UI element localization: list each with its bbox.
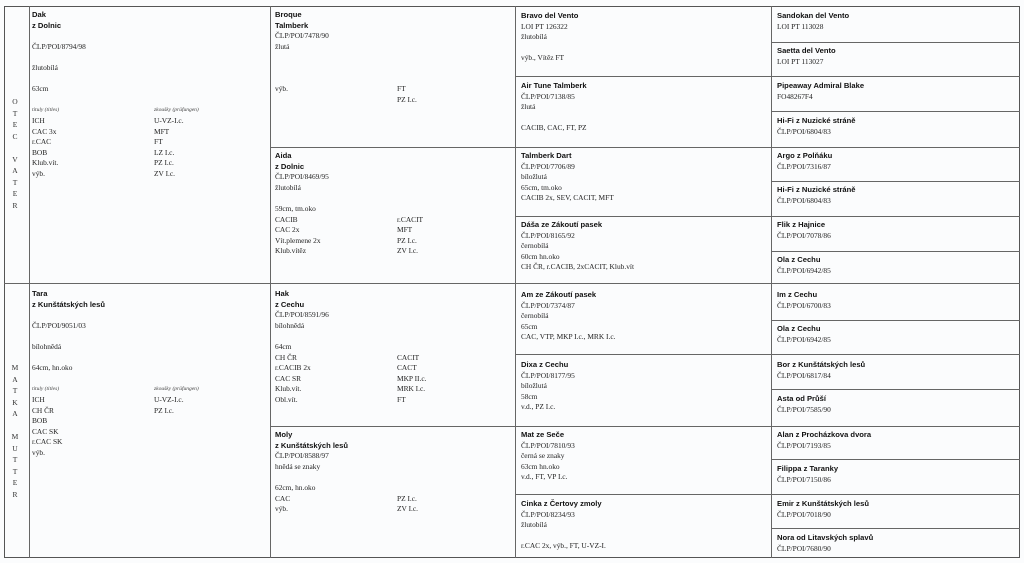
ancestor-registration: ČLP/POI/6942/85 — [777, 334, 831, 344]
ancestor-detail: ČLP/POI/7706/89 — [521, 161, 575, 171]
divider — [270, 426, 1020, 427]
ancestor-detail: CACIB 2x, SEV, CACIT, MFT — [521, 193, 614, 203]
ancestor-name: Am ze Zákoutí pasek — [521, 290, 597, 299]
divider — [771, 320, 1020, 321]
ancestor-detail: výb., Vítěz FT — [521, 53, 564, 63]
title-value: CAC SR — [275, 373, 302, 383]
title-value: výb. — [275, 84, 288, 94]
ancestor-registration: FO48267F4 — [777, 91, 813, 101]
title-row — [275, 363, 513, 374]
ancestor-cell — [777, 290, 1017, 311]
divider — [515, 216, 1020, 217]
ancestor-cell — [777, 499, 1017, 520]
ancestor-cell — [777, 394, 1017, 415]
ancestor-color: žlutobílá — [275, 182, 301, 192]
divider — [270, 6, 271, 558]
title-value: CAC — [275, 493, 291, 503]
title-row — [32, 158, 267, 169]
ancestor-cell — [777, 11, 1017, 32]
title-value: CAC 2x — [275, 225, 300, 235]
ancestor-detail: 58cm — [521, 391, 538, 401]
divider — [771, 111, 1020, 112]
exam-value: ZV I.c. — [154, 168, 176, 178]
exam-value: PZ I.c. — [154, 405, 174, 415]
ancestor-detail: černobílá — [521, 311, 549, 321]
exam-value: CACIT — [397, 352, 420, 362]
divider — [270, 147, 1020, 148]
ancestor-registration: ČLP/POI/7680/90 — [777, 543, 831, 553]
ancestor-cell — [777, 324, 1017, 345]
ancestor-detail: LOI PT 126322 — [521, 21, 568, 31]
sire-height: 63cm — [32, 84, 49, 94]
ancestor-registration: ČLP/POI/7316/87 — [777, 161, 831, 171]
dam-sire-cell — [275, 289, 513, 406]
ancestor-detail: ČLP/POI/8165/92 — [521, 230, 575, 240]
ancestor-titles — [275, 215, 513, 257]
sire-dam-cell — [275, 151, 513, 257]
ancestor-name: Sandokan del Vento — [777, 11, 850, 20]
ancestor-registration: ČLP/POI/7193/85 — [777, 440, 831, 450]
exam-value: ZV I.c. — [397, 246, 419, 256]
ancestor-cell — [777, 360, 1017, 381]
ancestor-cell — [777, 464, 1017, 485]
ancestor-registration: ČLP/POI/6804/83 — [777, 126, 831, 136]
ancestor-registration: ČLP/POI/8591/96 — [275, 310, 329, 320]
ancestor-kennel: z Dolnic — [275, 161, 305, 171]
title-row — [32, 137, 267, 148]
ancestor-detail — [521, 43, 767, 54]
ancestor-name: Air Tune Talmberk — [521, 81, 587, 90]
titles-label: tituly (titles) — [32, 386, 60, 393]
exam-value: U-VZ-I.c. — [154, 115, 184, 125]
ancestor-detail: bíložlutá — [521, 381, 547, 391]
sire-registration: ČLP/POI/8794/98 — [32, 41, 86, 51]
ancestor-detail: ČLP/POI/7138/85 — [521, 91, 575, 101]
title-value — [275, 95, 397, 106]
ancestor-registration: LOI PT 113028 — [777, 21, 824, 31]
divider — [515, 354, 1020, 355]
divider — [771, 181, 1020, 182]
title-value: BOB — [32, 416, 48, 426]
title-value: r.CAC SK — [32, 437, 63, 447]
ancestor-detail: CAC, VTP, MKP I.c., MRK I.c. — [521, 332, 616, 342]
ancestor-name: Broque — [275, 10, 302, 19]
dam-color: bílohnědá — [32, 341, 62, 351]
ancestor-name: Alan z Procházkova dvora — [777, 430, 872, 439]
sire-sire-cell — [275, 10, 513, 105]
exam-value: FT — [397, 394, 406, 404]
title-value: CH ČR — [32, 405, 54, 415]
ancestor-registration: ČLP/POI/6817/84 — [777, 370, 831, 380]
dam-side-label: M A T K A M U T T E R — [11, 363, 19, 499]
ancestor-detail: ČLP/POI/8234/93 — [521, 509, 575, 519]
ancestor-name: Talmberk Dart — [521, 151, 572, 160]
ancestor-height: 59cm, tm.oko — [275, 203, 316, 213]
exam-value: MFT — [154, 126, 170, 136]
exam-value: U-VZ-I.c. — [154, 394, 184, 404]
ancestor-detail: CH ČR, r.CACIB, 2xCACIT, Klub.vít — [521, 262, 634, 272]
divider — [515, 494, 1020, 495]
ancestor-cell — [521, 151, 767, 204]
title-value: CH ČR — [275, 352, 297, 362]
title-row — [32, 448, 267, 459]
ancestor-height: 62cm, hn.oko — [275, 482, 316, 492]
title-row — [32, 427, 267, 438]
ancestor-name: Saetta del Vento — [777, 46, 836, 55]
ancestor-name: Bravo del Vento — [521, 11, 579, 20]
divider — [4, 283, 1020, 284]
exam-value: PZ I.c. — [397, 235, 417, 245]
ancestor-cell — [777, 255, 1017, 276]
ancestor-detail: černá se znaky — [521, 451, 565, 461]
ancestor-detail: 60cm hn.oko — [521, 251, 560, 261]
ancestor-name: Dixa z Cechu — [521, 360, 569, 369]
ancestor-registration: ČLP/POI/7150/86 — [777, 474, 831, 484]
title-row — [32, 127, 267, 138]
exams-label: zkoušky (prüfungen) — [154, 386, 199, 393]
ancestor-detail: ČLP/POI/7810/93 — [521, 440, 575, 450]
title-row — [275, 84, 513, 95]
titles-label: tituly (titles) — [32, 107, 60, 114]
title-row — [275, 246, 513, 257]
ancestor-kennel: Talmberk — [275, 20, 309, 30]
ancestor-name: Asta od Průší — [777, 394, 826, 403]
title-row — [32, 406, 267, 417]
ancestor-name: Moly — [275, 430, 293, 439]
ancestor-name: Mat ze Seče — [521, 430, 565, 439]
ancestor-titles — [275, 494, 513, 515]
ancestor-kennel: z Kunštátských lesů — [275, 440, 349, 450]
divider — [771, 6, 772, 558]
divider — [515, 6, 516, 558]
ancestor-registration: ČLP/POI/8469/95 — [275, 172, 329, 182]
ancestor-cell — [777, 116, 1017, 137]
title-row — [32, 437, 267, 448]
ancestor-height: 64cm — [275, 341, 292, 351]
ancestor-cell — [521, 220, 767, 273]
sire-name: Dak — [32, 10, 46, 19]
ancestor-registration: ČLP/POI/6942/85 — [777, 265, 831, 275]
sire-kennel: z Dolnic — [32, 20, 62, 30]
ancestor-name: Im z Cechu — [777, 290, 818, 299]
title-value: r.CACIB 2x — [275, 363, 311, 373]
ancestor-color: hnědá se znaky — [275, 461, 321, 471]
ancestor-cell — [521, 360, 767, 413]
divider — [771, 251, 1020, 252]
dam-name: Tara — [32, 289, 48, 298]
sire-cell — [32, 10, 267, 180]
ancestor-cell — [777, 81, 1017, 102]
ancestor-detail: CACIB, CAC, FT, PZ — [521, 123, 587, 133]
title-row — [275, 384, 513, 395]
ancestor-name: Filippa z Taranky — [777, 464, 839, 473]
ancestor-registration: ČLP/POI/6804/83 — [777, 195, 831, 205]
title-value: Klub.vít. — [32, 158, 59, 168]
exam-value: PZ I.c. — [154, 158, 174, 168]
exam-value: ZV I.c. — [397, 504, 419, 514]
divider — [29, 6, 30, 558]
ancestor-name: Pipeaway Admiral Blake — [777, 81, 865, 90]
exam-value: r.CACIT — [397, 214, 424, 224]
title-row — [32, 116, 267, 127]
exam-value: FT — [154, 137, 163, 147]
title-row — [275, 494, 513, 505]
sire-color: žlutobílá — [32, 62, 58, 72]
ancestor-name: Ola z Cechu — [777, 255, 821, 264]
ancestor-name: Aida — [275, 151, 292, 160]
title-row — [275, 395, 513, 406]
title-value: Obl.vít. — [275, 394, 298, 404]
ancestor-cell — [521, 81, 767, 134]
title-value: CAC 3x — [32, 126, 57, 136]
ancestor-cell — [521, 290, 767, 343]
title-value: výb. — [32, 447, 45, 457]
title-row — [32, 395, 267, 406]
title-row — [275, 215, 513, 226]
exam-value: MKP II.c. — [397, 373, 427, 383]
ancestor-cell — [521, 11, 767, 64]
title-row — [32, 148, 267, 159]
title-value: Klub.vítěz — [275, 246, 306, 256]
ancestor-name: Argo z Polňáku — [777, 151, 833, 160]
ancestor-detail — [521, 531, 767, 542]
ancestor-detail: 63cm hn.oko — [521, 461, 560, 471]
exam-value: PZ I.c. — [397, 493, 417, 503]
title-value: Klub.vít. — [275, 384, 302, 394]
ancestor-registration: LOI PT 113027 — [777, 56, 824, 66]
ancestor-titles — [275, 353, 513, 406]
sire-side-label: O T E C V A T E R — [12, 97, 18, 210]
dam-label-row — [32, 384, 267, 395]
dam-titles — [32, 395, 267, 459]
dam-cell — [32, 289, 267, 459]
ancestor-detail: 65cm, tm.oko — [521, 182, 562, 192]
ancestor-cell — [521, 499, 767, 552]
sire-titles — [32, 116, 267, 180]
dam-height: 64cm, hn.oko — [32, 363, 73, 373]
dam-dam-cell — [275, 430, 513, 515]
title-value: Vít.plemene 2x — [275, 235, 321, 245]
ancestor-cell — [777, 185, 1017, 206]
ancestor-detail: r.CAC 2x, výb., FT, U-VZ-I. — [521, 541, 606, 551]
ancestor-cell — [777, 151, 1017, 172]
ancestor-cell — [777, 220, 1017, 241]
ancestor-detail: ČLP/POI/7374/87 — [521, 300, 575, 310]
ancestor-registration: ČLP/POI/6700/83 — [777, 300, 831, 310]
ancestor-registration: ČLP/POI/7078/86 — [777, 230, 831, 240]
ancestor-name: Nora od Litavských splavů — [777, 533, 874, 542]
ancestor-detail: v.d., PZ I.c. — [521, 402, 556, 412]
ancestor-detail — [521, 113, 767, 124]
title-value: r.CAC — [32, 137, 52, 147]
exam-value: MFT — [397, 225, 413, 235]
ancestor-detail: žlutá — [521, 102, 536, 112]
divider — [515, 76, 1020, 77]
ancestor-name: Ola z Cechu — [777, 324, 821, 333]
exam-value: PZ I.c. — [397, 94, 417, 104]
divider — [771, 42, 1020, 43]
ancestor-detail: bíložlutá — [521, 172, 547, 182]
ancestor-detail: černobílá — [521, 241, 549, 251]
divider — [771, 459, 1020, 460]
title-value: ICH — [32, 394, 45, 404]
ancestor-detail: žlutobílá — [521, 32, 547, 42]
ancestor-name: Cinka z Čertovy zmoly — [521, 499, 602, 508]
sire-label-row — [32, 105, 267, 116]
ancestor-cell — [521, 430, 767, 483]
title-value: CACIB — [275, 214, 298, 224]
exam-value: LZ I.c. — [154, 147, 175, 157]
title-row — [32, 169, 267, 180]
title-row — [275, 353, 513, 364]
ancestor-detail: 65cm — [521, 321, 538, 331]
ancestor-color: žlutá — [275, 41, 290, 51]
ancestor-name: Hak — [275, 289, 289, 298]
exam-value: MRK I.c. — [397, 384, 426, 394]
ancestor-name: Hi-Fi z Nuzické stráně — [777, 116, 856, 125]
exam-value: FT — [397, 84, 406, 94]
ancestor-cell — [777, 46, 1017, 67]
title-value: CAC SK — [32, 426, 59, 436]
ancestor-registration: ČLP/POI/7585/90 — [777, 404, 831, 414]
title-value: výb. — [32, 168, 45, 178]
ancestor-cell — [777, 533, 1017, 554]
ancestor-name: Dáša ze Zákoutí pasek — [521, 220, 603, 229]
ancestor-registration: ČLP/POI/8588/97 — [275, 451, 329, 461]
ancestor-detail: v.d., FT, VP I.c. — [521, 472, 568, 482]
ancestor-name: Flik z Hajnice — [777, 220, 826, 229]
title-value: ICH — [32, 115, 45, 125]
ancestor-titles — [275, 84, 513, 105]
title-row — [275, 504, 513, 515]
exam-value: CACT — [397, 363, 417, 373]
ancestor-kennel: z Cechu — [275, 299, 305, 309]
exams-label: zkoušky (prüfungen) — [154, 107, 199, 114]
divider — [771, 389, 1020, 390]
ancestor-registration: ČLP/POI/7478/90 — [275, 31, 329, 41]
divider — [771, 528, 1020, 529]
ancestor-cell — [777, 430, 1017, 451]
ancestor-detail: žlutobílá — [521, 520, 547, 530]
ancestor-name: Bor z Kunštátských lesů — [777, 360, 866, 369]
title-value: BOB — [32, 147, 48, 157]
ancestor-detail: ČLP/POI/8177/95 — [521, 370, 575, 380]
ancestor-registration: ČLP/POI/7018/90 — [777, 509, 831, 519]
title-row — [275, 374, 513, 385]
dam-kennel: z Kunštátských lesů — [32, 299, 106, 309]
ancestor-name: Emir z Kunštátských lesů — [777, 499, 870, 508]
title-row — [275, 95, 513, 106]
title-row — [32, 416, 267, 427]
ancestor-color: bílohnědá — [275, 320, 305, 330]
ancestor-name: Hi-Fi z Nuzické stráně — [777, 185, 856, 194]
dam-registration: ČLP/POI/9051/03 — [32, 320, 86, 330]
title-row — [275, 236, 513, 247]
title-row — [275, 225, 513, 236]
title-value: výb. — [275, 504, 288, 514]
